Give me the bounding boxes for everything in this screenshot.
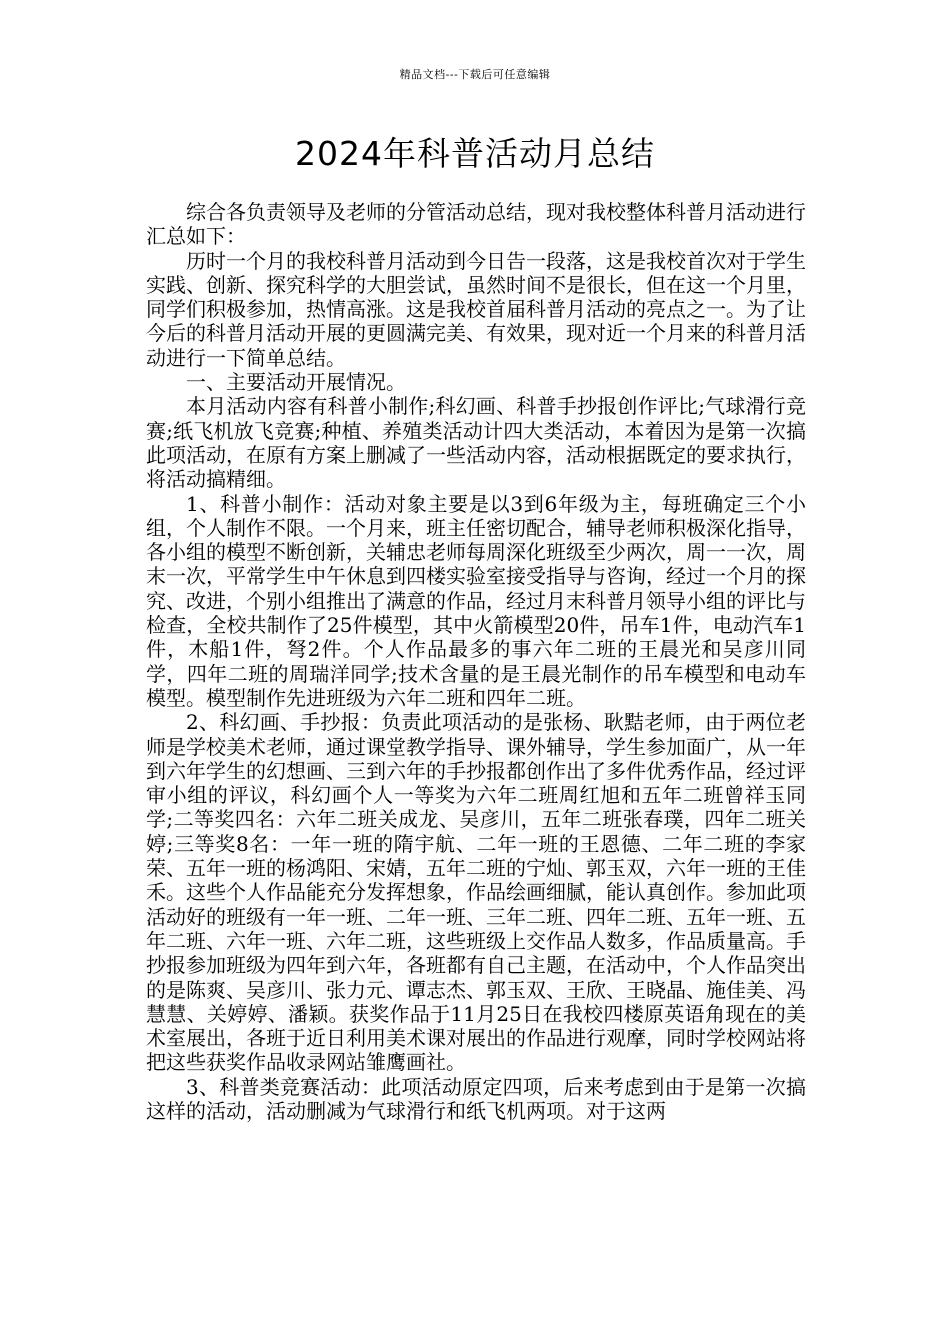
paragraph-competitions: 3、科普类竞赛活动：此项活动原定四项，后来考虑到由于是第一次搞这样的活动，活动删减为气球滑行和纸飞机两项。对于这两 xyxy=(146,1074,806,1123)
document-body xyxy=(146,200,806,1123)
paragraph-overview: 历时一个月的我校科普月活动到今日告一段落，这是我校首次对于学生实践、创新、探究科学的大胆尝试，虽然时间不是很长，但在这一个月里，同学们积极参加，热情高涨。这是我校首届科普月活动的亮点之一。为了让今后的科普月活动开展的更圆满完美、有效果，现对近一个月来的科普月活动进行一下简单总结。 xyxy=(146,248,806,370)
paragraph-science-models: 1、科普小制作：活动对象主要是以3到6年级为主，每班确定三个小组，个人制作不限。一个月来，班主任密切配合，辅导老师积极深化指导，各小组的模型不断创新，关辅忠老师每周深化班级至少两次，周一一次，周末一次，平常学生中午休息到四楼实验室接受指导与咨询，经过一个月的探究、改进，个别小组推出了满意的作品，经过月末科普月领导小组的评比与检查，全校共制作了25件模型，其中火箭模型20件，吊车1件，电动汽车1件，木船1件，弩2件。个人作品最多的事六年二班的王晨光和吴彦川同学，四年二班的周瑞洋同学;技术含量的是王晨光制作的吊车模型和电动车模型。模型制作先进班级为六年二班和四年二班。 xyxy=(146,491,806,710)
document-title: 2024年科普活动月总结 xyxy=(295,134,655,173)
paragraph-activity-content: 本月活动内容有科普小制作;科幻画、科普手抄报创作评比;气球滑行竞赛;纸飞机放飞竞赛;种植、养殖类活动计四大类活动，本着因为是第一次搞此项活动，在原有方案上删减了一些活动内容，活动根据既定的要求执行，将活动搞精细。 xyxy=(146,394,806,492)
section-heading-main-activities: 一、主要活动开展情况。 xyxy=(186,370,406,395)
page-header-note: 精品文档---下载后可任意编辑 xyxy=(399,68,551,81)
paragraph-intro: 综合各负责领导及老师的分管活动总结，现对我校整体科普月活动进行汇总如下： xyxy=(146,200,806,249)
paragraph-sci-fi-drawings: 2、科幻画、手抄报：负责此项活动的是张杨、耿黠老师，由于两位老师是学校美术老师，通过课堂教学指导、课外辅导，学生参加面广，从一年到六年学生的幻想画、三到六年的手抄报都创作出了多件优秀作品，经过评审小组的评议，科幻画个人一等奖为六年二班周红旭和五年二班曾祥玉同学;二等奖四名：六年二班关成龙、吴彦川，五年二班张春璞，四年二班关婷;三等奖8名：一年一班的隋宇航、二年一班的王恩德、二年二班的李家荣、五年一班的杨鸿阳、宋婧，五年二班的宁灿、郭玉双，六年一班的王佳禾。这些个人作品能充分发挥想象，作品绘画细腻，能认真创作。参加此项活动好的班级有一年一班、二年一班、三年二班、四年二班、五年一班、五年二班、六年一班、六年二班，这些班级上交作品人数多，作品质量高。手抄报参加班级为四年到六年，各班都有自己主题，在活动中，个人作品突出的是陈爽、吴彦川、张力元、谭志杰、郭玉双、王欣、王晓晶、施佳美、冯慧慧、关婷婷、潘颖。获奖作品于11月25日在我校四楼原英语角现在的美术室展出，各班于近日利用美术课对展出的作品进行观摩，同时学校网站将把这些获奖作品收录网站雏鹰画社。 xyxy=(146,710,806,1075)
